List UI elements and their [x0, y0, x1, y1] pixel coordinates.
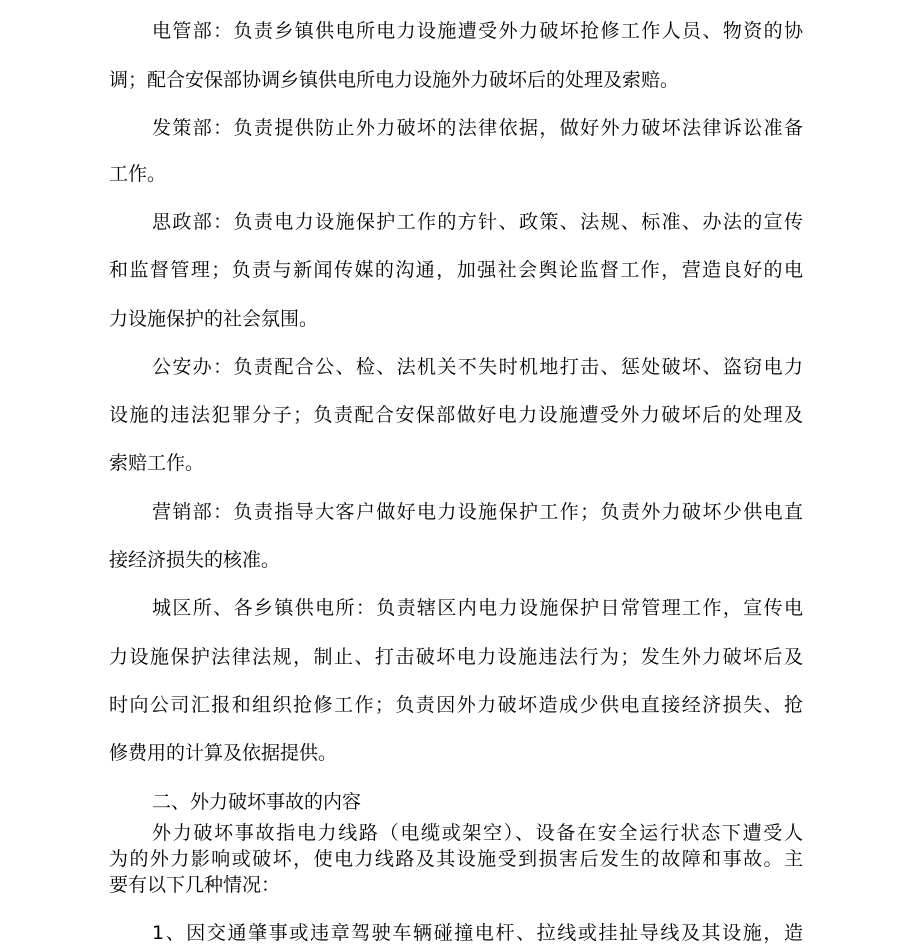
paragraph-4-line-1: 公安办：负责配合公、检、法机关不失时机地打击、惩处破坏、盗窃电力 [152, 356, 803, 378]
paragraph-5-line-1: 营销部：负责指导大客户做好电力设施保护工作；负责外力破坏少供电直 [152, 501, 803, 523]
section-paragraph-line-1: 外力破坏事故指电力线路（电缆或架空）、设备在安全运行状态下遭受人 [152, 822, 803, 844]
list-item-1: 1、因交通肇事或违章驾驶车辆碰撞电杆、拉线或挂扯导线及其设施，造 [152, 922, 803, 944]
paragraph-6-line-4: 修费用的计算及依据提供。 [109, 742, 338, 764]
section-heading: 二、外力破坏事故的内容 [152, 791, 362, 813]
paragraph-3-line-3: 力设施保护的社会氛围。 [109, 308, 319, 330]
paragraph-2-line-2: 工作。 [109, 163, 167, 185]
paragraph-1-line-1: 电管部：负责乡镇供电所电力设施遭受外力破坏抢修工作人员、物资的协 [152, 20, 803, 42]
paragraph-4-line-3: 索赔工作。 [109, 452, 205, 474]
paragraph-1-line-2: 调；配合安保部协调乡镇供电所电力设施外力破坏后的处理及索赔。 [109, 69, 680, 91]
paragraph-2-line-1: 发策部：负责提供防止外力破坏的法律依据，做好外力破坏法律诉讼准备 [152, 117, 803, 139]
paragraph-4-line-2: 设施的违法犯罪分子；负责配合安保部做好电力设施遭受外力破坏后的处理及 [109, 404, 803, 426]
paragraph-6-line-3: 时向公司汇报和组织抢修工作；负责因外力破坏造成少供电直接经济损失、抢 [109, 694, 803, 716]
paragraph-6-line-1: 城区所、各乡镇供电所：负责辖区内电力设施保护日常管理工作，宣传电 [152, 597, 803, 619]
section-paragraph-line-3: 要有以下几种情况： [109, 874, 281, 896]
paragraph-5-line-2: 接经济损失的核准。 [109, 549, 281, 571]
paragraph-6-line-2: 力设施保护法律法规，制止、打击破坏电力设施违法行为；发生外力破坏后及 [109, 646, 803, 668]
paragraph-3-line-1: 思政部：负责电力设施保护工作的方针、政策、法规、标准、办法的宣传 [152, 211, 803, 233]
paragraph-3-line-2: 和监督管理；负责与新闻传媒的沟通，加强社会舆论监督工作，营造良好的电 [109, 259, 803, 281]
section-paragraph-line-2: 为的外力影响或破坏，使电力线路及其设施受到损害后发生的故障和事故。主 [109, 848, 803, 870]
